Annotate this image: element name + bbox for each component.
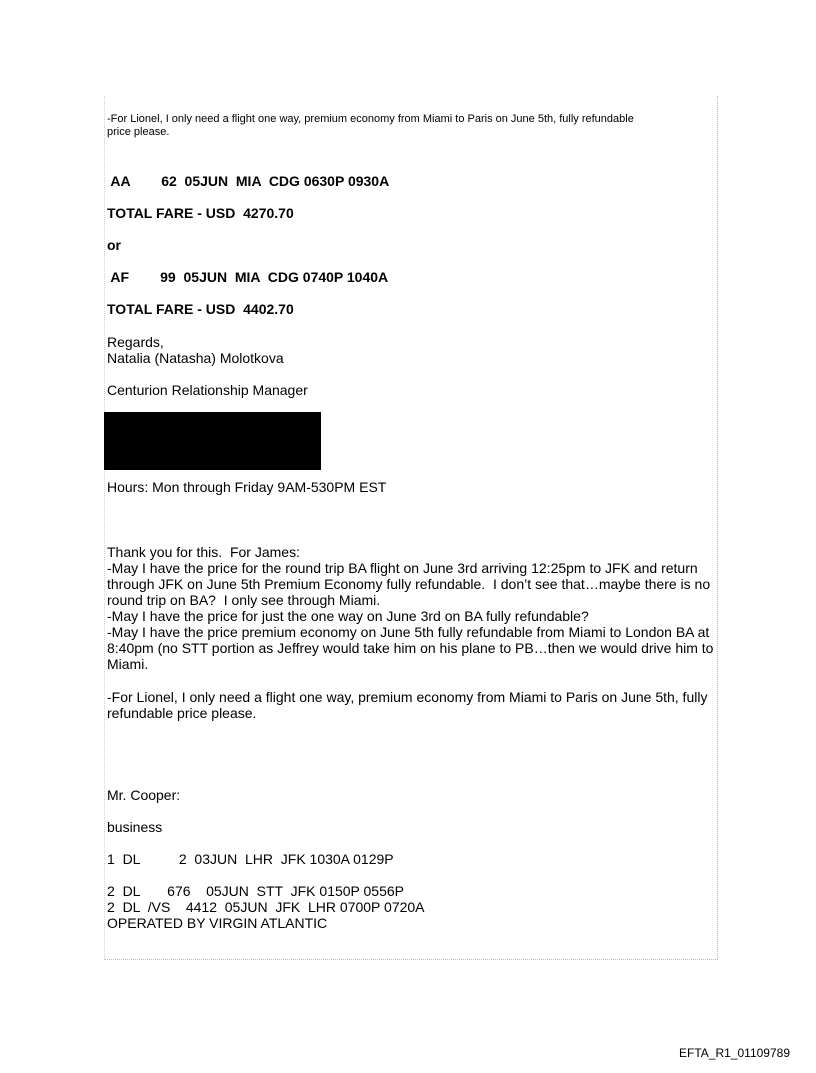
document-id: EFTA_R1_01109789 [679,1046,790,1060]
signature-hours: Hours: Mon through Friday 9AM-530PM EST [107,479,387,495]
cooper-operated-by: OPERATED BY VIRGIN ATLANTIC [107,915,328,931]
message-line: -May I have the price for the round trip BA flight on June 3rd arriving 12:25pm to JFK and return [107,560,698,576]
fare-aa: TOTAL FARE - USD 4270.70 [107,205,294,221]
signature-title: Centurion Relationship Manager [107,382,308,398]
message-line: Thank you for this. For James: [107,544,300,560]
fare-af: TOTAL FARE - USD 4402.70 [107,301,294,317]
lionel-request-line-1: -For Lionel, I only need a flight one way, premium economy from Miami to Paris on June 5th, fully refundable [107,113,634,125]
message-line: 8:40pm (no STT portion as Jeffrey would take him on his plane to PB…then we would drive him to [107,640,714,656]
email-frame [104,96,718,960]
flight-option-aa: AA 62 05JUN MIA CDG 0630P 0930A [107,173,390,189]
or-label: or [107,237,121,253]
message-lionel-line: -For Lionel, I only need a flight one way, premium economy from Miami to Paris on June 5th, fully [107,689,708,705]
cooper-heading: Mr. Cooper: [107,787,181,803]
redaction-block [104,412,321,470]
message-line: -May I have the price for just the one way on June 3rd on BA fully refundable? [107,608,589,624]
signature-name: Natalia (Natasha) Molotkova [107,350,284,366]
message-line: round trip on BA? I only see through Miami. [107,592,381,608]
message-lionel-line: refundable price please. [107,705,257,721]
cooper-segment-2: 2 DL 676 05JUN STT JFK 0150P 0556P [107,883,405,899]
cooper-segment-1: 1 DL 2 03JUN LHR JFK 1030A 0129P [107,851,394,867]
message-line: -May I have the price premium economy on June 5th fully refundable from Miami to London BA at [107,624,710,640]
lionel-request-line-2: price please. [107,126,170,138]
message-line: Miami. [107,656,149,672]
flight-option-af: AF 99 05JUN MIA CDG 0740P 1040A [107,269,389,285]
message-line: through JFK on June 5th Premium Economy fully refundable. I don’t see that…maybe there is no [107,576,711,592]
signature-regards: Regards, [107,334,164,350]
cooper-segment-3: 2 DL /VS 4412 05JUN JFK LHR 0700P 0720A [107,899,425,915]
cooper-class: business [107,819,163,835]
